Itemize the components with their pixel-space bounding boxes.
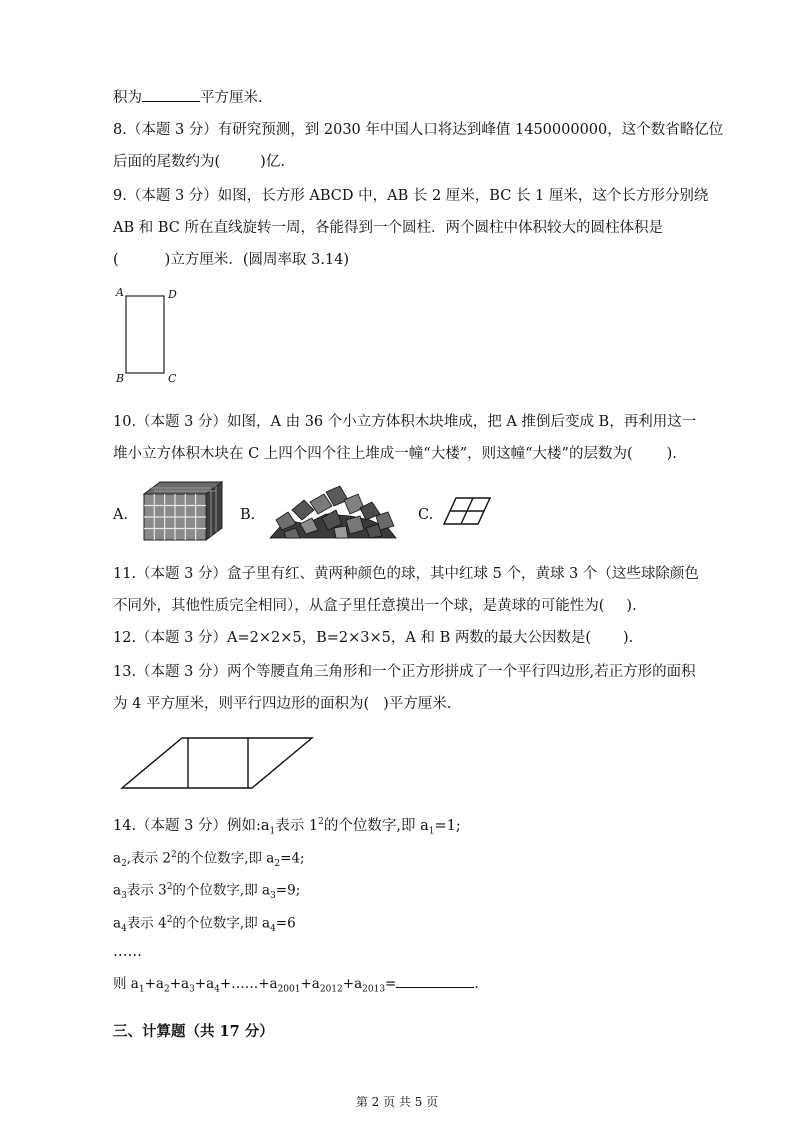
text: 表示 3 xyxy=(126,882,167,899)
text: 的个位数字,即 a xyxy=(323,817,429,834)
subscript: 3 xyxy=(270,891,276,902)
question-11-line-1: 11.（本题 3 分）盒子里有红、黄两种颜色的球，其中红球 5 个，黄球 3 个（这些球除颜色 xyxy=(113,566,699,582)
text: )亿. xyxy=(260,154,285,170)
subscript: 2 xyxy=(163,984,170,995)
text: 表示 1 xyxy=(275,817,319,834)
text: 后面的尾数约为( xyxy=(113,154,221,170)
vertex-label-a: A xyxy=(116,286,124,299)
superscript: 2 xyxy=(166,882,173,892)
subscript: 1 xyxy=(138,984,145,995)
question-9-line-2: AB 和 BC 所在直线旋转一周，各能得到一个圆柱．两个圆柱中体积较大的圆柱体积是 xyxy=(113,220,663,236)
question-14-line-2 xyxy=(113,845,305,874)
question-14-sum xyxy=(113,974,479,1000)
subscript: 2012 xyxy=(319,984,343,995)
text: +a xyxy=(194,976,215,992)
subscript: 2 xyxy=(121,859,127,870)
grid-base-svg xyxy=(442,496,492,526)
text: 的个位数字,即 a xyxy=(176,850,275,867)
question-7-tail xyxy=(113,88,263,108)
option-a-label: A. xyxy=(113,507,129,523)
text: ). xyxy=(626,598,637,614)
question-12 xyxy=(113,628,633,648)
text: +a xyxy=(144,976,164,992)
subscript: 2001 xyxy=(277,984,301,995)
answer-blank[interactable] xyxy=(396,987,474,988)
page-footer: 第 2 页 共 5 页 xyxy=(355,1095,439,1109)
question-13-line-1: 13.（本题 3 分）两个等腰直角三角形和一个正方形拼成了一个平行四边形,若正方形的面积 xyxy=(113,664,696,680)
question-9-line-3 xyxy=(113,250,349,270)
toppled-blocks-figure-b xyxy=(266,480,402,546)
cube-stack-svg xyxy=(138,478,228,544)
vertex-label-d: D xyxy=(168,288,177,301)
subscript: 1 xyxy=(269,826,276,837)
question-9-line-1: 9.（本题 3 分）如图，长方形 ABCD 中，AB 长 2 厘米，BC 长 1 厘米，这个长方形分别绕 xyxy=(113,188,709,204)
parallelogram-svg xyxy=(118,734,318,792)
text: a xyxy=(113,850,122,867)
question-14-line-1 xyxy=(113,812,461,842)
superscript: 2 xyxy=(318,817,324,827)
text: +……+a xyxy=(219,976,278,992)
ellipsis: …… xyxy=(113,944,142,960)
question-8-line-1: 8.（本题 3 分）有研究预测，到 2030 年中国人口将达到峰值 1450000000，这个数省略亿位 xyxy=(113,122,724,138)
grid-base-figure-c xyxy=(442,496,492,530)
cube-stack-figure-a xyxy=(138,478,228,548)
text: 表示 4 xyxy=(126,915,167,932)
text: 积为 xyxy=(113,90,142,106)
text: 为 4 平方厘米，则平行四边形的面积为( xyxy=(113,696,370,712)
text: ). xyxy=(666,446,677,462)
option-c-label: C. xyxy=(418,507,434,523)
text: +a xyxy=(169,976,190,992)
text: 平方厘米. xyxy=(200,90,263,106)
text: =1; xyxy=(434,817,461,834)
superscript: 2 xyxy=(166,915,173,925)
text: 的个位数字,即 a xyxy=(172,915,271,932)
rectangle-abcd-figure xyxy=(112,284,192,388)
text: =4; xyxy=(280,850,305,867)
text: 的个位数字,即 a xyxy=(172,882,271,899)
superscript: 2 xyxy=(170,850,177,860)
text: 14.（本题 3 分）例如:a xyxy=(113,817,270,834)
toppled-blocks-svg xyxy=(266,480,402,542)
text: a xyxy=(113,882,122,899)
answer-blank[interactable] xyxy=(142,101,200,102)
text: 12.（本题 3 分）A=2×2×5，B=2×3×5，A 和 B 两数的最大公因数是( xyxy=(113,630,591,646)
subscript: 3 xyxy=(121,891,127,902)
question-10-line-1: 10.（本题 3 分）如图，A 由 36 个小立方体积木块堆成，把 A 推倒后变成 B，再利用这一 xyxy=(113,414,697,430)
question-14-line-3 xyxy=(113,877,300,906)
question-14-line-4 xyxy=(113,910,296,939)
subscript: 4 xyxy=(214,984,220,995)
text: . xyxy=(474,976,479,992)
section-3-heading: 三、计算题（共 17 分） xyxy=(113,1023,274,1040)
vertex-label-b: B xyxy=(116,372,125,385)
text: 则 a xyxy=(113,976,139,992)
vertex-label-c: C xyxy=(168,372,177,385)
text: )平方厘米. xyxy=(383,696,452,712)
question-8-line-2 xyxy=(113,152,285,172)
text: ( xyxy=(113,252,119,268)
subscript: 1 xyxy=(428,826,435,837)
text: 堆小立方体积木块在 C 上四个四个往上堆成一幢“大楼”，则这幢“大楼”的层数为( xyxy=(113,446,633,462)
option-b-label: B. xyxy=(240,507,256,523)
text: = xyxy=(385,976,397,992)
question-11-line-2 xyxy=(113,596,637,616)
question-13-line-2 xyxy=(113,694,451,714)
subscript: 3 xyxy=(189,984,195,995)
subscript: 2013 xyxy=(362,984,386,995)
subscript: 2 xyxy=(274,859,281,870)
text: +a xyxy=(342,976,363,992)
text: ). xyxy=(623,630,634,646)
parallelogram-shape xyxy=(122,738,312,788)
text: ,表示 2 xyxy=(126,850,171,867)
subscript: 4 xyxy=(270,924,276,935)
text: =6 xyxy=(275,915,296,932)
parallelogram-figure xyxy=(118,734,318,796)
rectangle-shape xyxy=(126,296,164,373)
text: )立方厘米．(圆周率取 3.14) xyxy=(164,252,350,268)
question-10-line-2 xyxy=(113,444,677,464)
text: a xyxy=(113,915,122,932)
text: 不同外，其他性质完全相同），从盒子里任意摸出一个球，是黄球的可能性为( xyxy=(113,598,605,614)
text: +a xyxy=(300,976,320,992)
subscript: 4 xyxy=(121,924,127,935)
text: =9; xyxy=(275,882,301,899)
